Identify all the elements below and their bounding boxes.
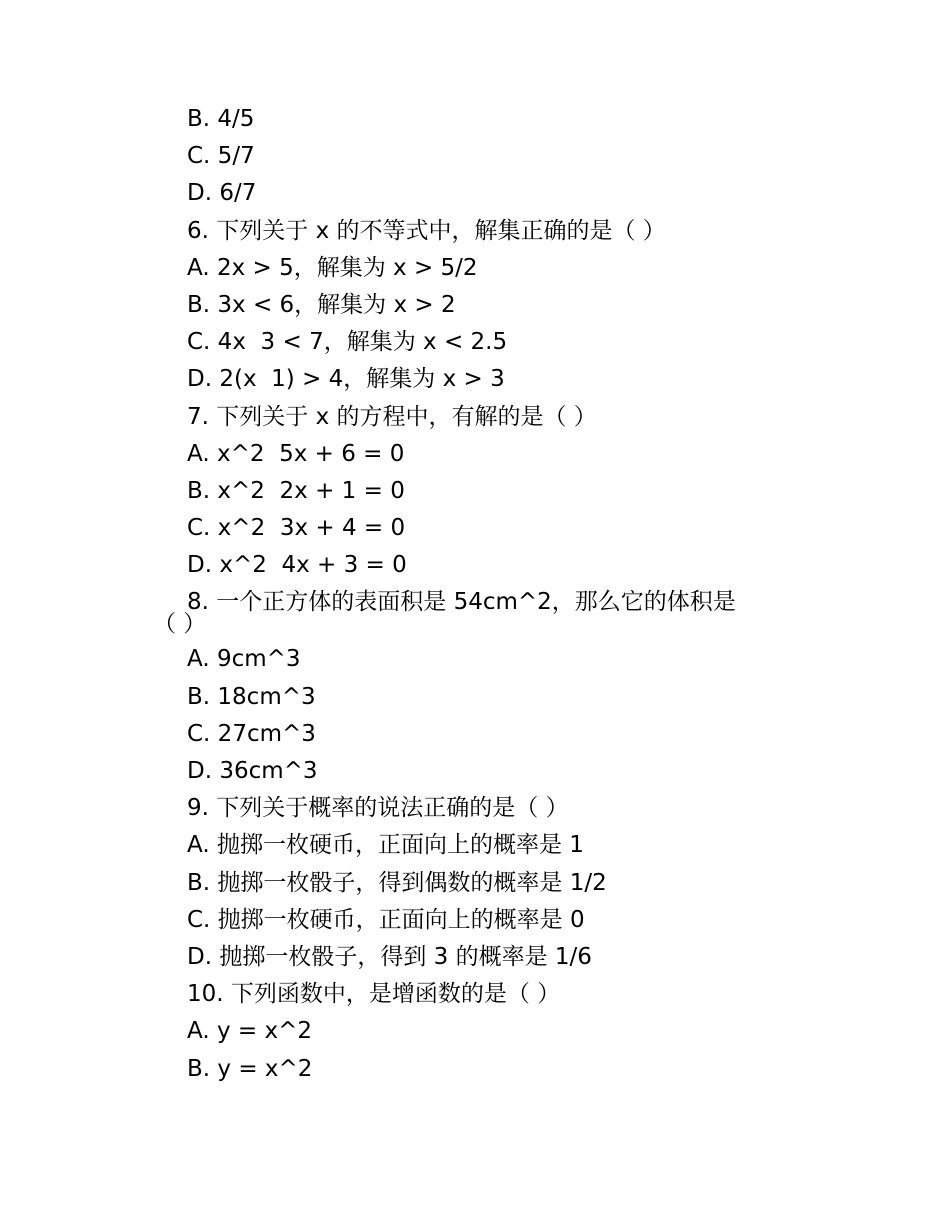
option-7a: A. x^2 5x + 6 = 0 — [187, 440, 405, 467]
option-7d: D. x^2 4x + 3 = 0 — [187, 552, 407, 579]
option-10b: B. y = x^2 — [187, 1055, 313, 1082]
question-10: 10. 下列函数中，是增函数的是（ ） — [187, 981, 561, 1008]
question-8: 8. 一个正方体的表面积是 54cm^2，那么它的体积是 — [187, 589, 736, 616]
question-6: 6. 下列关于 x 的不等式中，解集正确的是（ ） — [187, 217, 666, 244]
option-5c: C. 5/7 — [187, 143, 255, 170]
question-9: 9. 下列关于概率的说法正确的是（ ） — [187, 795, 569, 822]
question-7: 7. 下列关于 x 的方程中，有解的是（ ） — [187, 403, 597, 430]
option-9c: C. 抛掷一枚硬币，正面向上的概率是 0 — [187, 906, 585, 933]
option-5d: D. 6/7 — [187, 180, 257, 207]
option-8a: A. 9cm^3 — [187, 646, 301, 673]
question-8-continuation: （ ） — [153, 611, 207, 638]
option-6c: C. 4x 3 < 7，解集为 x < 2.5 — [187, 329, 508, 356]
option-7c: C. x^2 3x + 4 = 0 — [187, 515, 406, 542]
option-9d: D. 抛掷一枚骰子，得到 3 的概率是 1/6 — [187, 943, 592, 970]
question-text-block — [153, 101, 887, 1088]
option-7b: B. x^2 2x + 1 = 0 — [187, 477, 405, 504]
option-6b: B. 3x < 6，解集为 x > 2 — [187, 291, 456, 318]
option-9b: B. 抛掷一枚骰子，得到偶数的概率是 1/2 — [187, 869, 607, 896]
option-10a: A. y = x^2 — [187, 1018, 312, 1045]
option-8b: B. 18cm^3 — [187, 683, 316, 710]
option-5b: B. 4/5 — [187, 106, 255, 132]
option-8d: D. 36cm^3 — [187, 758, 318, 784]
option-6a: A. 2x > 5，解集为 x > 5/2 — [187, 254, 478, 281]
option-9a: A. 抛掷一枚硬币，正面向上的概率是 1 — [187, 832, 584, 859]
option-6d: D. 2(x 1) > 4，解集为 x > 3 — [187, 366, 505, 393]
option-8c: C. 27cm^3 — [187, 720, 316, 747]
